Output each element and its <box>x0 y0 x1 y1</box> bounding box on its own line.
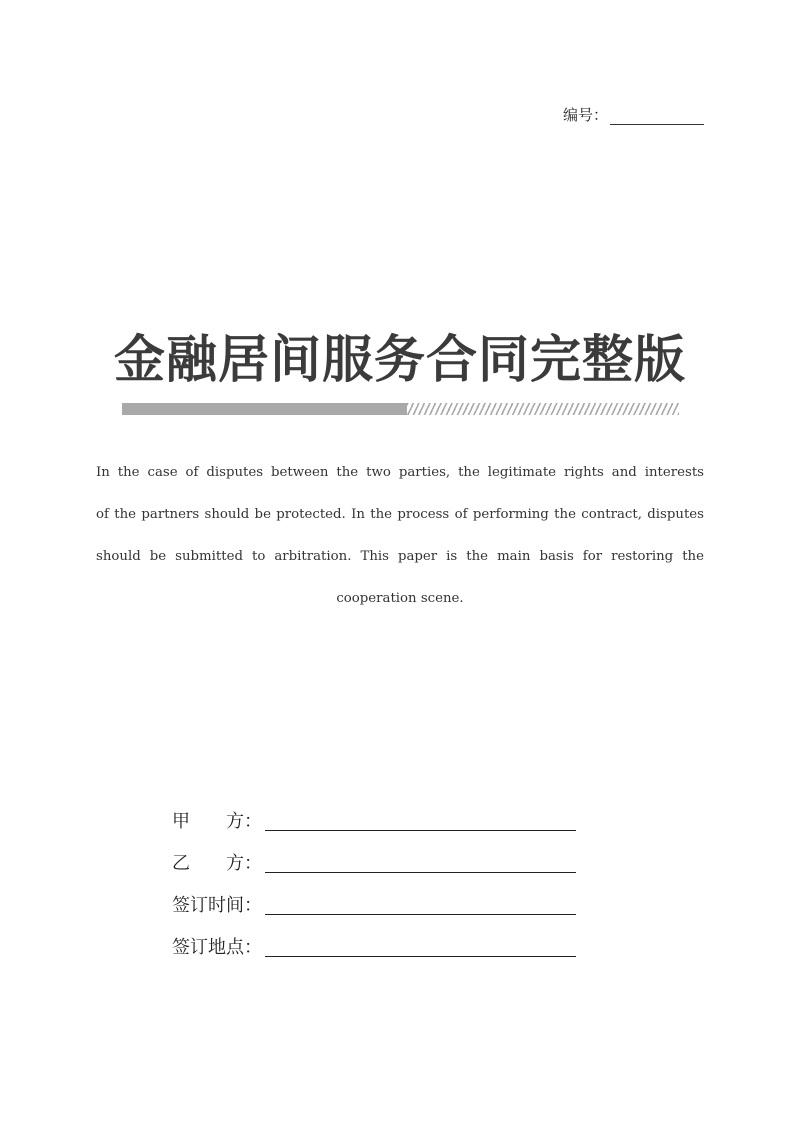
party-b-label-char2: 方 <box>226 853 244 874</box>
abstract-line: cooperation scene. <box>336 591 464 606</box>
divider-hatched-bar <box>407 403 679 415</box>
document-number-label: 编号： <box>562 106 608 124</box>
document-title: 金融居间服务合同完整版 <box>113 331 686 390</box>
party-a-blank[interactable] <box>265 810 576 831</box>
party-a-colon: ： <box>244 811 262 832</box>
title-divider <box>122 403 679 415</box>
signing-place-label: 签订地点： <box>172 937 262 958</box>
party-b-label <box>172 849 262 875</box>
party-a-label <box>172 807 262 833</box>
party-a-label-char1: 甲 <box>172 811 190 832</box>
abstract-paragraph <box>96 452 704 620</box>
signing-date-field <box>172 875 576 917</box>
signing-date-label: 签订时间： <box>172 895 262 916</box>
party-b-field <box>172 833 576 875</box>
signature-fields <box>172 791 576 959</box>
abstract-line: In the case of disputes between the two parties, the legitimate rights and interests <box>96 465 704 480</box>
signing-place-field <box>172 917 576 959</box>
party-a-label-char2: 方 <box>226 811 244 832</box>
abstract-line: should be submitted to arbitration. This paper is the main basis for restoring the <box>96 549 704 564</box>
signing-date-blank[interactable] <box>265 894 576 915</box>
document-number-blank[interactable] <box>610 108 704 125</box>
party-a-field <box>172 791 576 833</box>
divider-solid-bar <box>122 403 407 415</box>
party-b-label-char1: 乙 <box>172 853 190 874</box>
party-b-colon: ： <box>244 853 262 874</box>
signing-place-blank[interactable] <box>265 936 576 957</box>
document-number-row <box>563 104 704 125</box>
abstract-line: of the partners should be protected. In the process of performing the contract, disputes <box>96 507 704 522</box>
party-b-blank[interactable] <box>265 852 576 873</box>
